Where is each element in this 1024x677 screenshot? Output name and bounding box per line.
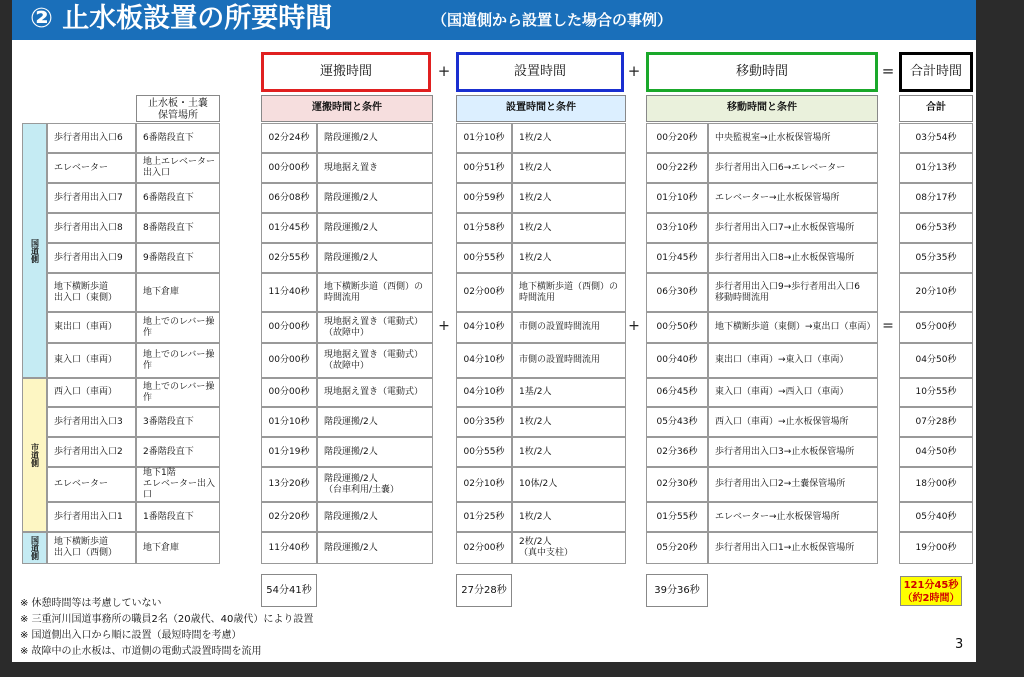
cell-storage: 地上でのレバー操作 [136, 312, 220, 343]
total-time-box: 合計時間 [899, 52, 973, 92]
slide [12, 0, 976, 662]
footnote: ※ 故障中の止水板は、市道側の電動式設置時間を流用 [20, 646, 262, 657]
cell-entrance: 歩行者用出入口8 [47, 213, 136, 243]
cell-t-cond: 階段運搬/2人 [317, 123, 433, 153]
cell-entrance: 西入口（車両） [47, 378, 136, 407]
cell-m-cond: 東出口（車両）→東入口（車両） [708, 343, 878, 378]
cell-i-time: 04分10秒 [456, 312, 512, 343]
cell-m-cond: エレベーター→止水板保管場所 [708, 183, 878, 213]
footnotes [20, 596, 313, 660]
cell-t-cond: 現地据え置き（電動式） [317, 378, 433, 407]
cell-t-cond: 現地据え置き（電動式） （故障中） [317, 343, 433, 378]
cell-i-cond: 地下横断歩道（西側）の 時間流用 [512, 273, 626, 312]
cell-m-time: 00分40秒 [646, 343, 708, 378]
cell-entrance: エレベーター [47, 467, 136, 502]
cell-entrance: 歩行者用出入口3 [47, 407, 136, 437]
cell-i-cond: 10体/2人 [512, 467, 626, 502]
slide-subtitle: （国道側から設置した場合の事例） [432, 11, 673, 29]
cell-storage: 2番階段直下 [136, 437, 220, 467]
group-label-text: 市道側 [30, 443, 40, 467]
cell-m-cond: エレベーター→止水板保管場所 [708, 502, 878, 532]
cell-total: 04分50秒 [899, 437, 973, 467]
cell-m-cond: 歩行者用出入口7→止水板保管場所 [708, 213, 878, 243]
cell-entrance: 東入口（車両） [47, 343, 136, 378]
cell-t-time: 00分00秒 [261, 343, 317, 378]
grand-total-note: （約2時間） [902, 593, 960, 604]
cell-t-time: 00分00秒 [261, 312, 317, 343]
cell-i-time: 02分10秒 [456, 467, 512, 502]
cell-i-time: 00分35秒 [456, 407, 512, 437]
cell-i-cond: 1枚/2人 [512, 243, 626, 273]
cell-t-cond: 階段運搬/2人 （台車利用/土嚢） [317, 467, 433, 502]
install-subheader: 設置時間と条件 [456, 95, 626, 122]
plus-operator: + [627, 62, 641, 80]
equals-operator: = [882, 318, 894, 334]
cell-m-cond: 歩行者用出入口8→止水板保管場所 [708, 243, 878, 273]
cell-m-cond: 歩行者用出入口6→エレベーター [708, 153, 878, 183]
cell-t-cond: 階段運搬/2人 [317, 437, 433, 467]
storage-header: 止水板・土嚢 保管場所 [136, 95, 220, 122]
cell-i-time: 00分51秒 [456, 153, 512, 183]
cell-storage: 8番階段直下 [136, 213, 220, 243]
cell-total: 04分50秒 [899, 343, 973, 378]
cell-t-time: 02分24秒 [261, 123, 317, 153]
cell-i-cond: 1枚/2人 [512, 153, 626, 183]
cell-t-time: 01分10秒 [261, 407, 317, 437]
cell-entrance: 東出口（車両） [47, 312, 136, 343]
cell-entrance: 地下横断歩道 出入口（東側） [47, 273, 136, 312]
grand-total [900, 576, 962, 606]
cell-m-cond: 歩行者用出入口9→歩行者用出入口6 移動時間流用 [708, 273, 878, 312]
cell-m-time: 01分10秒 [646, 183, 708, 213]
cell-i-time: 00分59秒 [456, 183, 512, 213]
cell-i-cond: 1枚/2人 [512, 437, 626, 467]
cell-total: 20分10秒 [899, 273, 973, 312]
slide-title: ② 止水板設置の所要時間 [30, 3, 333, 34]
cell-t-time: 00分00秒 [261, 153, 317, 183]
cell-total: 05分00秒 [899, 312, 973, 343]
cell-storage: 地上でのレバー操作 [136, 378, 220, 407]
cell-i-time: 04分10秒 [456, 343, 512, 378]
cell-i-time: 01分10秒 [456, 123, 512, 153]
cell-t-cond: 現地据え置き [317, 153, 433, 183]
cell-total: 19分00秒 [899, 532, 973, 564]
move-time-box: 移動時間 [646, 52, 878, 92]
cell-i-cond: 市側の設置時間流用 [512, 343, 626, 378]
cell-total: 18分00秒 [899, 467, 973, 502]
cell-total: 05分35秒 [899, 243, 973, 273]
cell-entrance: 地下横断歩道 出入口（西側） [47, 532, 136, 564]
cell-m-cond: 西入口（車両）→止水板保管場所 [708, 407, 878, 437]
cell-storage: 地上エレベーター 出入口 [136, 153, 220, 183]
cell-entrance: 歩行者用出入口2 [47, 437, 136, 467]
transport-time-box: 運搬時間 [261, 52, 431, 92]
cell-m-time: 06分30秒 [646, 273, 708, 312]
cell-t-cond: 階段運搬/2人 [317, 407, 433, 437]
cell-storage: 地下倉庫 [136, 532, 220, 564]
grand-total-value: 121分45秒 [903, 580, 959, 591]
group-label-text: 国道側 [30, 238, 40, 263]
cell-storage: 6番階段直下 [136, 123, 220, 153]
transport-subheader: 運搬時間と条件 [261, 95, 433, 122]
cell-t-time: 01分45秒 [261, 213, 317, 243]
transport-total: 54分41秒 [261, 574, 317, 607]
cell-t-cond: 現地据え置き（電動式） （故障中） [317, 312, 433, 343]
cell-total: 06分53秒 [899, 213, 973, 243]
cell-i-cond: 1枚/2人 [512, 407, 626, 437]
cell-i-cond: 1枚/2人 [512, 183, 626, 213]
group-label-text: 国道側 [30, 536, 40, 560]
cell-i-time: 04分10秒 [456, 378, 512, 407]
cell-m-time: 01分55秒 [646, 502, 708, 532]
footnote: ※ 国道側出入口から順に設置（最短時間を考慮） [20, 630, 242, 641]
cell-i-time: 02分00秒 [456, 532, 512, 564]
cell-storage: 6番階段直下 [136, 183, 220, 213]
cell-t-time: 02分20秒 [261, 502, 317, 532]
install-time-box: 設置時間 [456, 52, 624, 92]
cell-storage: 地下倉庫 [136, 273, 220, 312]
cell-m-cond: 歩行者用出入口1→止水板保管場所 [708, 532, 878, 564]
page-number: 3 [955, 637, 964, 652]
cell-i-cond: 2枚/2人 （真中支柱） [512, 532, 626, 564]
cell-t-time: 01分19秒 [261, 437, 317, 467]
cell-t-cond: 階段運搬/2人 [317, 243, 433, 273]
group-label-kokudo [22, 123, 47, 378]
cell-t-time: 02分55秒 [261, 243, 317, 273]
cell-m-time: 03分10秒 [646, 213, 708, 243]
cell-t-cond: 階段運搬/2人 [317, 183, 433, 213]
cell-t-time: 13分20秒 [261, 467, 317, 502]
cell-m-time: 02分30秒 [646, 467, 708, 502]
cell-entrance: 歩行者用出入口7 [47, 183, 136, 213]
cell-i-cond: 1枚/2人 [512, 213, 626, 243]
cell-total: 10分55秒 [899, 378, 973, 407]
cell-entrance: 歩行者用出入口1 [47, 502, 136, 532]
cell-total: 08分17秒 [899, 183, 973, 213]
group-label-kokudo-2 [22, 532, 47, 564]
cell-t-cond: 階段運搬/2人 [317, 532, 433, 564]
plus-operator: + [437, 62, 451, 80]
cell-t-time: 11分40秒 [261, 532, 317, 564]
cell-m-time: 05分43秒 [646, 407, 708, 437]
cell-i-time: 00分55秒 [456, 437, 512, 467]
cell-m-cond: 歩行者用出入口3→止水板保管場所 [708, 437, 878, 467]
cell-t-time: 00分00秒 [261, 378, 317, 407]
cell-storage: 9番階段直下 [136, 243, 220, 273]
cell-m-cond: 中央監視室→止水板保管場所 [708, 123, 878, 153]
cell-t-cond: 階段運搬/2人 [317, 213, 433, 243]
title-bar [12, 0, 976, 40]
install-total: 27分28秒 [456, 574, 512, 607]
footnote: ※ 休憩時間等は考慮していない [20, 598, 162, 609]
cell-i-cond: 1基/2人 [512, 378, 626, 407]
equals-operator: = [881, 62, 895, 80]
cell-entrance: 歩行者用出入口9 [47, 243, 136, 273]
cell-storage: 3番階段直下 [136, 407, 220, 437]
cell-m-cond: 東入口（車両）→西入口（車両） [708, 378, 878, 407]
cell-storage: 1番階段直下 [136, 502, 220, 532]
cell-i-time: 02分00秒 [456, 273, 512, 312]
cell-m-time: 00分20秒 [646, 123, 708, 153]
cell-total: 05分40秒 [899, 502, 973, 532]
cell-storage: 地下1階 エレベーター出入口 [136, 467, 220, 502]
cell-m-time: 02分36秒 [646, 437, 708, 467]
footnote: ※ 三重河川国道事務所の職員2名（20歳代、40歳代）により設置 [20, 614, 314, 625]
cell-i-cond: 市側の設置時間流用 [512, 312, 626, 343]
plus-operator: + [438, 318, 450, 334]
cell-storage: 地上でのレバー操作 [136, 343, 220, 378]
cell-entrance: エレベーター [47, 153, 136, 183]
total-subheader: 合計 [899, 95, 973, 122]
cell-total: 01分13秒 [899, 153, 973, 183]
cell-t-time: 06分08秒 [261, 183, 317, 213]
cell-m-time: 05分20秒 [646, 532, 708, 564]
cell-t-cond: 地下横断歩道（西側）の 時間流用 [317, 273, 433, 312]
group-label-shido [22, 378, 47, 532]
cell-total: 03分54秒 [899, 123, 973, 153]
cell-m-time: 00分50秒 [646, 312, 708, 343]
cell-m-time: 01分45秒 [646, 243, 708, 273]
cell-i-time: 01分58秒 [456, 213, 512, 243]
cell-entrance: 歩行者用出入口6 [47, 123, 136, 153]
cell-t-cond: 階段運搬/2人 [317, 502, 433, 532]
cell-total: 07分28秒 [899, 407, 973, 437]
cell-i-time: 00分55秒 [456, 243, 512, 273]
cell-m-time: 06分45秒 [646, 378, 708, 407]
cell-m-cond: 地下横断歩道（東側）→東出口（車両） [708, 312, 878, 343]
move-subheader: 移動時間と条件 [646, 95, 878, 122]
cell-t-time: 11分40秒 [261, 273, 317, 312]
cell-i-cond: 1枚/2人 [512, 123, 626, 153]
cell-i-time: 01分25秒 [456, 502, 512, 532]
move-total: 39分36秒 [646, 574, 708, 607]
cell-m-cond: 歩行者用出入口2→土嚢保管場所 [708, 467, 878, 502]
plus-operator: + [628, 318, 640, 334]
cell-i-cond: 1枚/2人 [512, 502, 626, 532]
cell-m-time: 00分22秒 [646, 153, 708, 183]
